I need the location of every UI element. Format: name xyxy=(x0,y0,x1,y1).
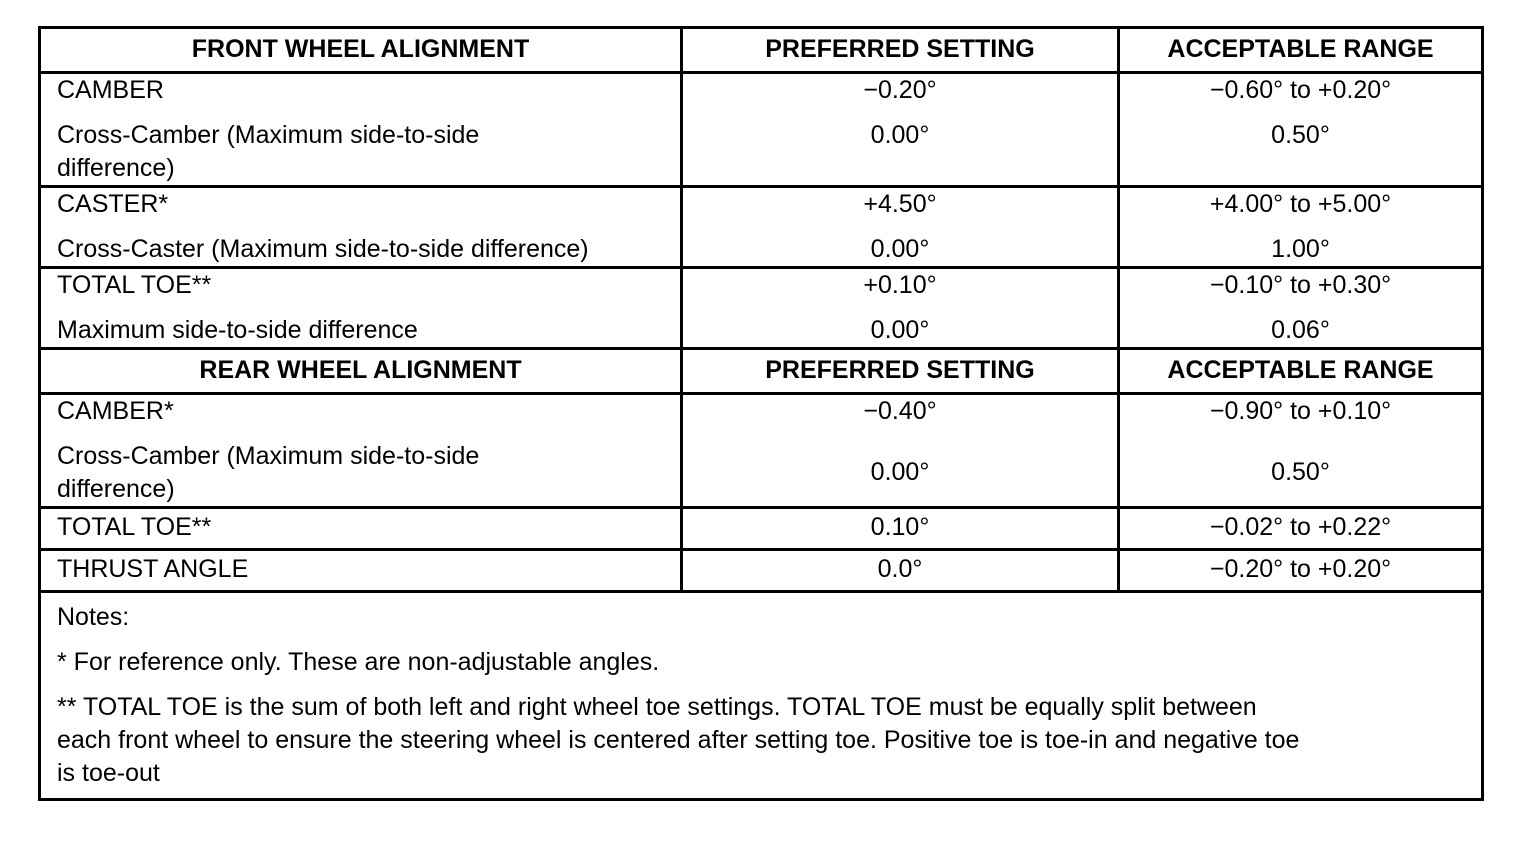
rear-cross-camber-label-1: Cross-Camber (Maximum side-to-side xyxy=(57,442,480,470)
note-total-toe-line-3: is toe-out xyxy=(57,759,160,787)
front-cross-caster-preferred: 0.00° xyxy=(870,235,930,263)
rear-thrust-range: −0.20° to +0.20° xyxy=(1117,551,1481,590)
rear-total-toe-range: −0.02° to +0.22° xyxy=(1117,509,1481,548)
front-cross-caster-range: 1.00° xyxy=(1271,235,1330,263)
rear-camber-preferred: −0.40° xyxy=(863,397,937,425)
notes-section xyxy=(41,593,1481,798)
front-camber-label: CAMBER xyxy=(57,76,164,104)
rear-camber-group xyxy=(41,395,1481,509)
front-caster-range: +4.00° to +5.00° xyxy=(1209,190,1392,218)
front-max-diff-range: 0.06° xyxy=(1271,316,1330,344)
alignment-table xyxy=(38,26,1484,801)
front-header-range: ACCEPTABLE RANGE xyxy=(1117,29,1481,71)
front-camber-range: −0.60° to +0.20° xyxy=(1209,76,1392,104)
rear-toe-row xyxy=(41,509,1481,551)
note-total-toe xyxy=(57,691,1465,790)
front-total-toe-label: TOTAL TOE** xyxy=(57,271,212,299)
front-cross-camber-label-2: difference) xyxy=(57,154,175,182)
note-total-toe-line-1: ** TOTAL TOE is the sum of both left and right wheel toe settings. TOTAL TOE must be equally split between xyxy=(57,693,1257,721)
rear-camber-range: −0.90° to +0.10° xyxy=(1209,397,1392,425)
front-cross-camber-range: 0.50° xyxy=(1271,121,1330,149)
front-caster-preferred: +4.50° xyxy=(863,190,937,218)
front-caster-group xyxy=(41,188,1481,269)
rear-header-title: REAR WHEEL ALIGNMENT xyxy=(199,356,522,384)
note-reference-only: * For reference only. These are non-adjustable angles. xyxy=(57,648,660,676)
front-cross-caster-label: Cross-Caster (Maximum side-to-side difference) xyxy=(57,235,589,263)
rear-header-preferred: PREFERRED SETTING xyxy=(680,350,1117,392)
front-cross-camber-label-1: Cross-Camber (Maximum side-to-side xyxy=(57,121,480,149)
rear-thrust-label: THRUST ANGLE xyxy=(57,555,249,583)
rear-thrust-row xyxy=(41,551,1481,593)
front-total-toe-range: −0.10° to +0.30° xyxy=(1209,271,1392,299)
rear-header-range: ACCEPTABLE RANGE xyxy=(1117,350,1481,392)
front-cross-camber-preferred: 0.00° xyxy=(870,121,930,149)
note-total-toe-line-2: each front wheel to ensure the steering wheel is centered after setting toe. Positive toe is toe-in and negative toe xyxy=(57,726,1300,754)
rear-total-toe-preferred: 0.10° xyxy=(680,509,1117,548)
front-header-row xyxy=(41,29,1481,74)
front-camber-preferred: −0.20° xyxy=(863,76,937,104)
rear-cross-camber-label-2: difference) xyxy=(57,475,175,503)
front-max-diff-label: Maximum side-to-side difference xyxy=(57,316,418,344)
front-header-title: FRONT WHEEL ALIGNMENT xyxy=(191,35,530,63)
rear-cross-camber-preferred: 0.00° xyxy=(870,458,930,486)
front-caster-label: CASTER* xyxy=(57,190,169,218)
front-total-toe-preferred: +0.10° xyxy=(863,271,937,299)
front-max-diff-preferred: 0.00° xyxy=(870,316,930,344)
front-toe-group xyxy=(41,269,1481,350)
rear-thrust-preferred: 0.0° xyxy=(680,551,1117,590)
rear-cross-camber-range: 0.50° xyxy=(1271,458,1330,486)
rear-camber-label: CAMBER* xyxy=(57,397,174,425)
front-camber-group xyxy=(41,74,1481,188)
rear-total-toe-label: TOTAL TOE** xyxy=(57,513,212,541)
front-header-preferred: PREFERRED SETTING xyxy=(680,29,1117,71)
rear-header-row xyxy=(41,350,1481,395)
notes-title: Notes: xyxy=(57,603,130,631)
